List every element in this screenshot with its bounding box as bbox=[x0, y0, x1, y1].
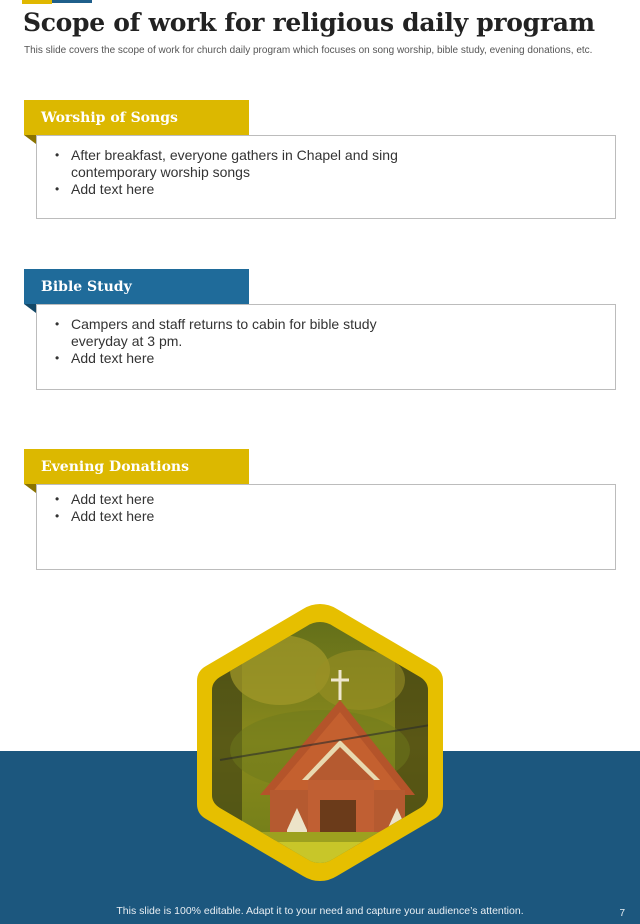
page-subtitle: This slide covers the scope of work for church daily program which focuses on song worship, bible study, evening donations, etc. bbox=[24, 45, 593, 56]
section-tab-fold bbox=[24, 304, 36, 313]
bullet-item: • Campers and staff returns to cabin for bible study everyday at 3 pm. bbox=[71, 316, 391, 350]
bullet-item: • Add text here bbox=[71, 491, 615, 508]
section-tab-fold bbox=[24, 484, 36, 493]
section-heading-evening-donations: Evening Donations bbox=[24, 449, 249, 484]
bullet-list bbox=[37, 147, 615, 198]
section-heading-worship: Worship of Songs bbox=[24, 100, 249, 135]
bullet-item: • After breakfast, everyone gathers in Chapel and sing contemporary worship songs bbox=[71, 147, 411, 181]
section-box-bible-study bbox=[36, 304, 616, 390]
top-accent-bar-blue bbox=[52, 0, 92, 3]
section-heading-bible-study: Bible Study bbox=[24, 269, 249, 304]
chapel-photo-icon bbox=[190, 600, 450, 885]
bullet-list bbox=[37, 491, 615, 525]
bullet-item: • Add text here bbox=[71, 508, 615, 525]
footer-text: This slide is 100% editable. Adapt it to your need and capture your audience’s attention. bbox=[116, 905, 524, 917]
section-box-evening-donations bbox=[36, 484, 616, 570]
top-accent-bar bbox=[22, 0, 52, 4]
section-box-worship bbox=[36, 135, 616, 219]
section-tab-fold bbox=[24, 135, 36, 144]
bullet-list bbox=[37, 316, 615, 367]
bullet-item: • Add text here bbox=[71, 181, 615, 198]
page-title: Scope of work for religious daily program bbox=[23, 8, 595, 37]
chapel-photo-icon-graphic bbox=[190, 600, 450, 885]
bullet-item: • Add text here bbox=[71, 350, 615, 367]
page-number: 7 bbox=[619, 908, 625, 919]
